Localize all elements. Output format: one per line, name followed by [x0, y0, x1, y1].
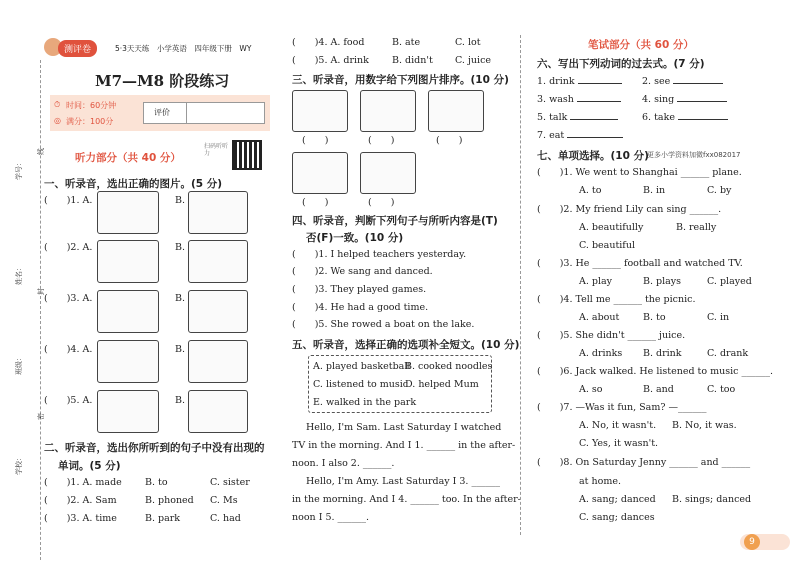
q3-bracket-4: ( ) [302, 197, 329, 208]
q6-blank-6[interactable] [678, 119, 728, 120]
q3-bracket-3: ( ) [436, 135, 463, 146]
column-divider [520, 35, 521, 535]
q6-blank-4[interactable] [677, 101, 727, 102]
q2-item-2-b: B. phoned [145, 495, 194, 506]
q7-item-8-cont: at home. [579, 476, 621, 487]
q7-6-opt-b: B. and [643, 384, 674, 395]
q4-title-cont: 否(F)一致。(10 分) [306, 232, 404, 244]
q7-1-opt-b: B. in [643, 185, 666, 196]
q7-3-opt-a: A. play [579, 276, 613, 287]
q7-item-1: ( )1. We went to Shanghai ______ plane. [537, 167, 742, 178]
binding-dash-line [40, 60, 41, 560]
q2-item-1-b: B. to [145, 477, 168, 488]
q4-item-3: ( )3. They played games. [292, 284, 427, 295]
q6-blank-2[interactable] [673, 83, 723, 84]
q6-word-5: 5. talk [537, 112, 568, 123]
student-number-label: 学号： [15, 159, 23, 180]
page-title: M7—M8 阶段练习 [95, 72, 230, 90]
q7-6-opt-c: C. too [707, 384, 736, 395]
q5-option-d: D. helped Mum [405, 379, 479, 390]
q6-word-2: 2. see [642, 76, 671, 87]
clock-icon: ⏱ [54, 100, 61, 109]
q7-7-opt-c: C. Yes, it wasn't. [579, 438, 659, 449]
q5-title: 五、听录音，选择正确的选项补全短文。(10 分) [292, 339, 520, 351]
q1-item-5-b: B. [175, 395, 186, 406]
q7-item-4: ( )4. Tell me ______ the picnic. [537, 294, 696, 305]
eval-divider [186, 103, 187, 123]
q2-item-5-b: B. didn't [392, 55, 433, 66]
q2-item-4-c: C. lot [455, 37, 481, 48]
q2-item-3-c: C. had [210, 513, 241, 524]
q4-title: 四、听录音，判断下列句子与所听内容是(T) [292, 215, 498, 227]
q2-item-2-c: C. Ms [210, 495, 238, 506]
q7-2-opt-c: C. beautiful [579, 240, 635, 251]
q1-item-2-num: ( )2. A. [44, 242, 93, 253]
q2-item-1-a: ( )1. A. made [44, 477, 122, 488]
q7-4-opt-a: A. about [579, 312, 620, 323]
q6-word-1: 1. drink [537, 76, 575, 87]
score-label: 满分：100分 [66, 117, 114, 126]
time-label: 时间：60分钟 [66, 101, 117, 110]
q5-passage-line-1: Hello, I'm Sam. Last Saturday I watched [306, 422, 502, 433]
q5-option-b: B. cooked noodles [405, 361, 493, 372]
q1-2-b-image[interactable] [188, 240, 248, 283]
q6-item-6 [642, 112, 728, 124]
q2-item-3-a: ( )3. A. time [44, 513, 117, 524]
q3-bracket-5: ( ) [368, 197, 395, 208]
q3-image-4[interactable] [292, 152, 348, 194]
q6-blank-7[interactable] [567, 137, 623, 138]
q1-item-5-num: ( )5. A. [44, 395, 93, 406]
q2-item-3-b: B. park [145, 513, 181, 524]
q7-4-opt-b: B. to [643, 312, 666, 323]
q6-blank-1[interactable] [578, 83, 622, 84]
q6-blank-5[interactable] [570, 119, 618, 120]
q6-item-7 [537, 130, 623, 142]
q6-word-4: 4. sing [642, 94, 675, 105]
q7-5-opt-c: C. drank [707, 348, 749, 359]
seal-line-label: 线 [37, 148, 45, 155]
listening-heading: 听力部分（共 40 分） [75, 152, 181, 164]
q5-options-box [308, 355, 492, 413]
q7-5-opt-a: A. drinks [579, 348, 623, 359]
q2-item-1-c: C. sister [210, 477, 250, 488]
q4-item-4: ( )4. He had a good time. [292, 302, 429, 313]
q6-word-6: 6. take [642, 112, 675, 123]
q1-item-2-b: B. [175, 242, 186, 253]
q7-2-opt-b: B. really [676, 222, 717, 233]
qr-caption: 扫码听听力 [204, 143, 229, 157]
q1-3-a-image[interactable] [97, 290, 159, 333]
student-name-label: 姓名： [15, 264, 23, 285]
q7-1-opt-a: A. to [579, 185, 602, 196]
q4-item-5: ( )5. She rowed a boat on the lake. [292, 319, 475, 330]
q1-item-4-num: ( )4. A. [44, 344, 93, 355]
eval-label: 评价 [154, 108, 170, 117]
q1-item-3-num: ( )3. A. [44, 293, 93, 304]
q6-blank-3[interactable] [577, 101, 621, 102]
q5-passage-line-6: noon I 5. ______. [292, 512, 370, 523]
test-badge: 测评卷 [58, 40, 97, 57]
q1-4-a-image[interactable] [97, 340, 159, 383]
q3-title: 三、听录音，用数字给下列图片排序。(10 分) [292, 74, 509, 86]
q3-bracket-1: ( ) [302, 135, 329, 146]
q4-item-2: ( )2. We sang and danced. [292, 266, 433, 277]
q7-item-2: ( )2. My friend Lily can sing ______. [537, 204, 722, 215]
q1-5-a-image[interactable] [97, 390, 159, 433]
q7-7-opt-a: A. No, it wasn't. [579, 420, 657, 431]
q7-item-6: ( )6. Jack walked. He listened to music ______. [537, 366, 774, 377]
q6-item-1 [537, 76, 622, 88]
q7-6-opt-a: A. so [579, 384, 603, 395]
q1-5-b-image[interactable] [188, 390, 248, 433]
q7-5-opt-b: B. drink [643, 348, 682, 359]
q2-item-2-a: ( )2. A. Sam [44, 495, 117, 506]
page-number: 9 [744, 534, 760, 550]
q5-passage-line-4: Hello, I'm Amy. Last Saturday I 3. ______ [306, 476, 500, 487]
qr-code[interactable] [232, 140, 262, 170]
info-box [50, 95, 270, 131]
q1-1-a-image[interactable] [97, 191, 159, 234]
q6-item-5 [537, 112, 618, 124]
q2-title-cont: 单词。(5 分) [58, 460, 121, 472]
q7-7-opt-b: B. No, it was. [672, 420, 737, 431]
score-icon: ◎ [54, 116, 61, 125]
q5-passage-line-2: TV in the morning. And I 1. ______ in the after- [292, 440, 516, 451]
q1-item-1-num: ( )1. A. [44, 195, 93, 206]
q1-3-b-image[interactable] [188, 290, 248, 333]
q6-item-4 [642, 94, 727, 106]
q1-item-3-b: B. [175, 293, 186, 304]
q1-4-b-image[interactable] [188, 340, 248, 383]
q2-item-4-a: ( )4. A. food [292, 37, 365, 48]
q1-title: 一、听录音，选出正确的图片。(5 分) [44, 178, 223, 190]
seal-seal-label: 封 [37, 288, 45, 295]
eval-box [143, 102, 265, 124]
seal-closed-label: 密 [37, 413, 45, 420]
q2-title: 二、听录音，选出你所听到的句子中没有出现的 [44, 442, 265, 454]
q2-item-5-c: C. juice [455, 55, 492, 66]
q1-item-4-b: B. [175, 344, 186, 355]
q5-option-e: E. walked in the park [313, 397, 417, 408]
q7-title: 七、单项选择。(10 分) [537, 150, 649, 162]
q7-item-7: ( )7. —Was it fun, Sam? —______ [537, 402, 707, 413]
q3-image-3[interactable] [428, 90, 484, 132]
q7-4-opt-c: C. in [707, 312, 730, 323]
q5-passage-line-3: noon. I also 2. ______. [292, 458, 395, 469]
q6-word-3: 3. wash [537, 94, 574, 105]
q6-title: 六、写出下列动词的过去式。(7 分) [537, 58, 705, 70]
series-label: 5·3天天练 小学英语 四年级下册 WY [115, 44, 252, 53]
class-label: 班级： [15, 354, 23, 375]
writing-heading: 笔试部分（共 60 分） [588, 39, 694, 51]
q3-image-2[interactable] [360, 90, 416, 132]
q6-item-2 [642, 76, 723, 88]
q7-3-opt-c: C. played [707, 276, 752, 287]
q1-1-b-image[interactable] [188, 191, 248, 234]
q5-passage-line-5: in the morning. And I 4. ______ too. In the after- [292, 494, 521, 505]
q7-8-opt-a: A. sang; danced [579, 494, 656, 505]
q3-image-5[interactable] [360, 152, 416, 194]
q3-image-1[interactable] [292, 90, 348, 132]
q7-item-3: ( )3. He ______ football and watched TV. [537, 258, 743, 269]
q5-option-c: C. listened to music [313, 379, 409, 390]
school-label: 学校： [15, 454, 23, 475]
q2-item-5-a: ( )5. A. drink [292, 55, 369, 66]
q5-option-a: A. played basketball [313, 361, 411, 372]
watermark-text: 更多小学资料加微fxx082017 [647, 151, 741, 159]
q6-word-7: 7. eat [537, 130, 565, 141]
q7-3-opt-b: B. plays [643, 276, 682, 287]
q2-item-4-b: B. ate [392, 37, 421, 48]
q3-bracket-2: ( ) [368, 135, 395, 146]
q7-item-5: ( )5. She didn't ______ juice. [537, 330, 686, 341]
q1-item-1-b: B. [175, 195, 186, 206]
q6-item-3 [537, 94, 621, 106]
q7-item-8: ( )8. On Saturday Jenny ______ and ______ [537, 457, 751, 468]
q7-8-opt-b: B. sings; danced [672, 494, 752, 505]
q7-8-opt-c: C. sang; dances [579, 512, 655, 523]
q7-2-opt-a: A. beautifully [579, 222, 644, 233]
q7-1-opt-c: C. by [707, 185, 732, 196]
q4-item-1: ( )1. I helped teachers yesterday. [292, 249, 467, 260]
q1-2-a-image[interactable] [97, 240, 159, 283]
